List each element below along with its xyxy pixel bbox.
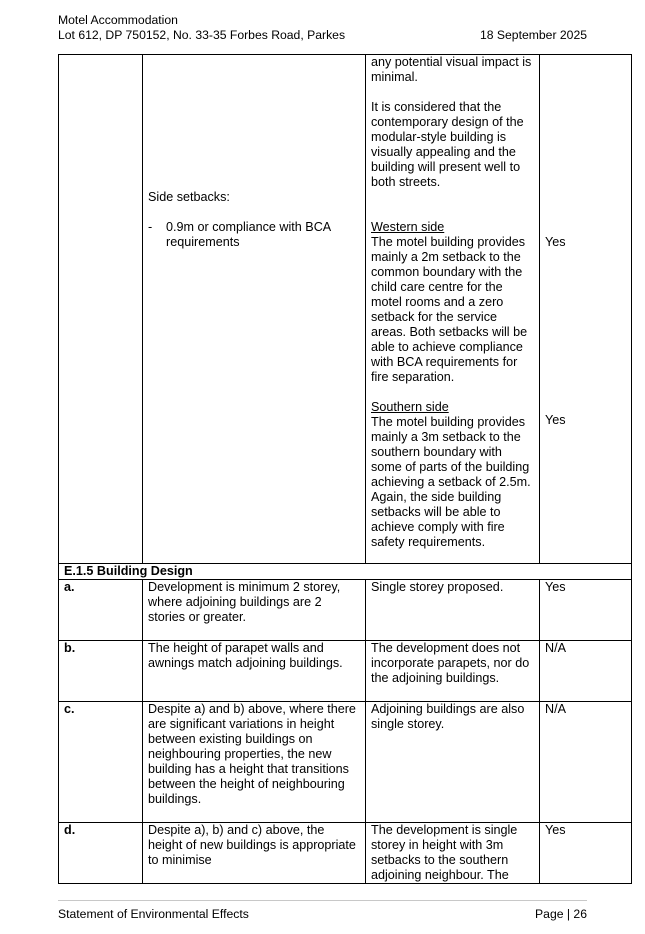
response-text: The development does not incorporate parapets, nor do the adjoining buildings. bbox=[371, 641, 530, 685]
table-row bbox=[59, 580, 632, 641]
western-compliance: Yes bbox=[545, 235, 566, 249]
section-row bbox=[59, 564, 632, 580]
table-row bbox=[59, 641, 632, 702]
setback-row bbox=[59, 55, 632, 564]
row-compliance: N/A bbox=[540, 702, 632, 823]
page-header bbox=[58, 13, 587, 43]
row-response: The development is single storey in height with 3m setbacks to the southern adjoining neighbour. The bbox=[366, 823, 540, 884]
document-title: Motel Accommodation bbox=[58, 13, 178, 27]
setback-requirement-item bbox=[148, 220, 360, 250]
requirement-text: Despite a) and b) above, where there are significant variations in height between existing buildings on neighbouring properties, the new building has a height that transitions between the height of neighbouring buildings. bbox=[148, 702, 356, 806]
row-response: Adjoining buildings are also single storey. bbox=[366, 702, 540, 823]
row-compliance: Yes bbox=[540, 580, 632, 641]
row-requirement bbox=[143, 702, 366, 823]
page-footer bbox=[58, 900, 587, 921]
document-date: 18 September 2025 bbox=[479, 28, 587, 42]
dash-bullet: - bbox=[148, 220, 153, 234]
property-address: Lot 612, DP 750152, No. 33-35 Forbes Road, Parkes bbox=[58, 28, 346, 42]
southern-side-text: The motel building provides mainly a 3m setback to the southern boundary with some of parts of the building achieving a setback of 2.5m. Again, the side building setbacks will be able to achieve comply with fire safety requirements. bbox=[371, 415, 531, 549]
row-id: d. bbox=[59, 823, 143, 884]
western-side-text: The motel building provides mainly a 2m setback to the common boundary with the child care centre for the motel rooms and a zero setback for the service areas. Both setbacks will be able to achieve compliance with BCA requirements for fire separation. bbox=[371, 235, 528, 384]
row-id: b. bbox=[59, 641, 143, 702]
side-setbacks-label: Side setbacks: bbox=[148, 190, 230, 204]
row-requirement: Despite a), b) and c) above, the height of new buildings is appropriate to minimise bbox=[143, 823, 366, 884]
design-text: It is considered that the contemporary design of the modular-style building is visually appealing and the building will present well to both streets. bbox=[371, 100, 524, 189]
row-response bbox=[366, 641, 540, 702]
page-number: Page | 26 bbox=[535, 907, 587, 921]
visual-impact-text: any potential visual impact is minimal. bbox=[371, 55, 532, 84]
compliance-cell bbox=[540, 55, 632, 564]
section-heading: E.1.5 Building Design bbox=[59, 564, 632, 580]
setback-requirement-text: 0.9m or compliance with BCA requirements bbox=[166, 220, 331, 249]
row-compliance: N/A bbox=[540, 641, 632, 702]
requirement-cell bbox=[143, 55, 366, 564]
row-compliance: Yes bbox=[540, 823, 632, 884]
footer-document-name: Statement of Environmental Effects bbox=[58, 907, 249, 921]
western-side-heading: Western side bbox=[371, 220, 445, 234]
row-requirement: The height of parapet walls and awnings match adjoining buildings. bbox=[143, 641, 366, 702]
table-row bbox=[59, 823, 632, 884]
table-row bbox=[59, 702, 632, 823]
id-cell bbox=[59, 55, 143, 564]
row-response: Single storey proposed. bbox=[366, 580, 540, 641]
row-requirement bbox=[143, 580, 366, 641]
requirement-text: Development is minimum 2 storey, where adjoining buildings are 2 stories or greater. bbox=[148, 580, 341, 624]
southern-side-heading: Southern side bbox=[371, 400, 449, 414]
controls-table bbox=[58, 54, 632, 884]
row-id: a. bbox=[59, 580, 143, 641]
southern-compliance: Yes bbox=[545, 413, 566, 427]
response-cell bbox=[366, 55, 540, 564]
row-id: c. bbox=[59, 702, 143, 823]
